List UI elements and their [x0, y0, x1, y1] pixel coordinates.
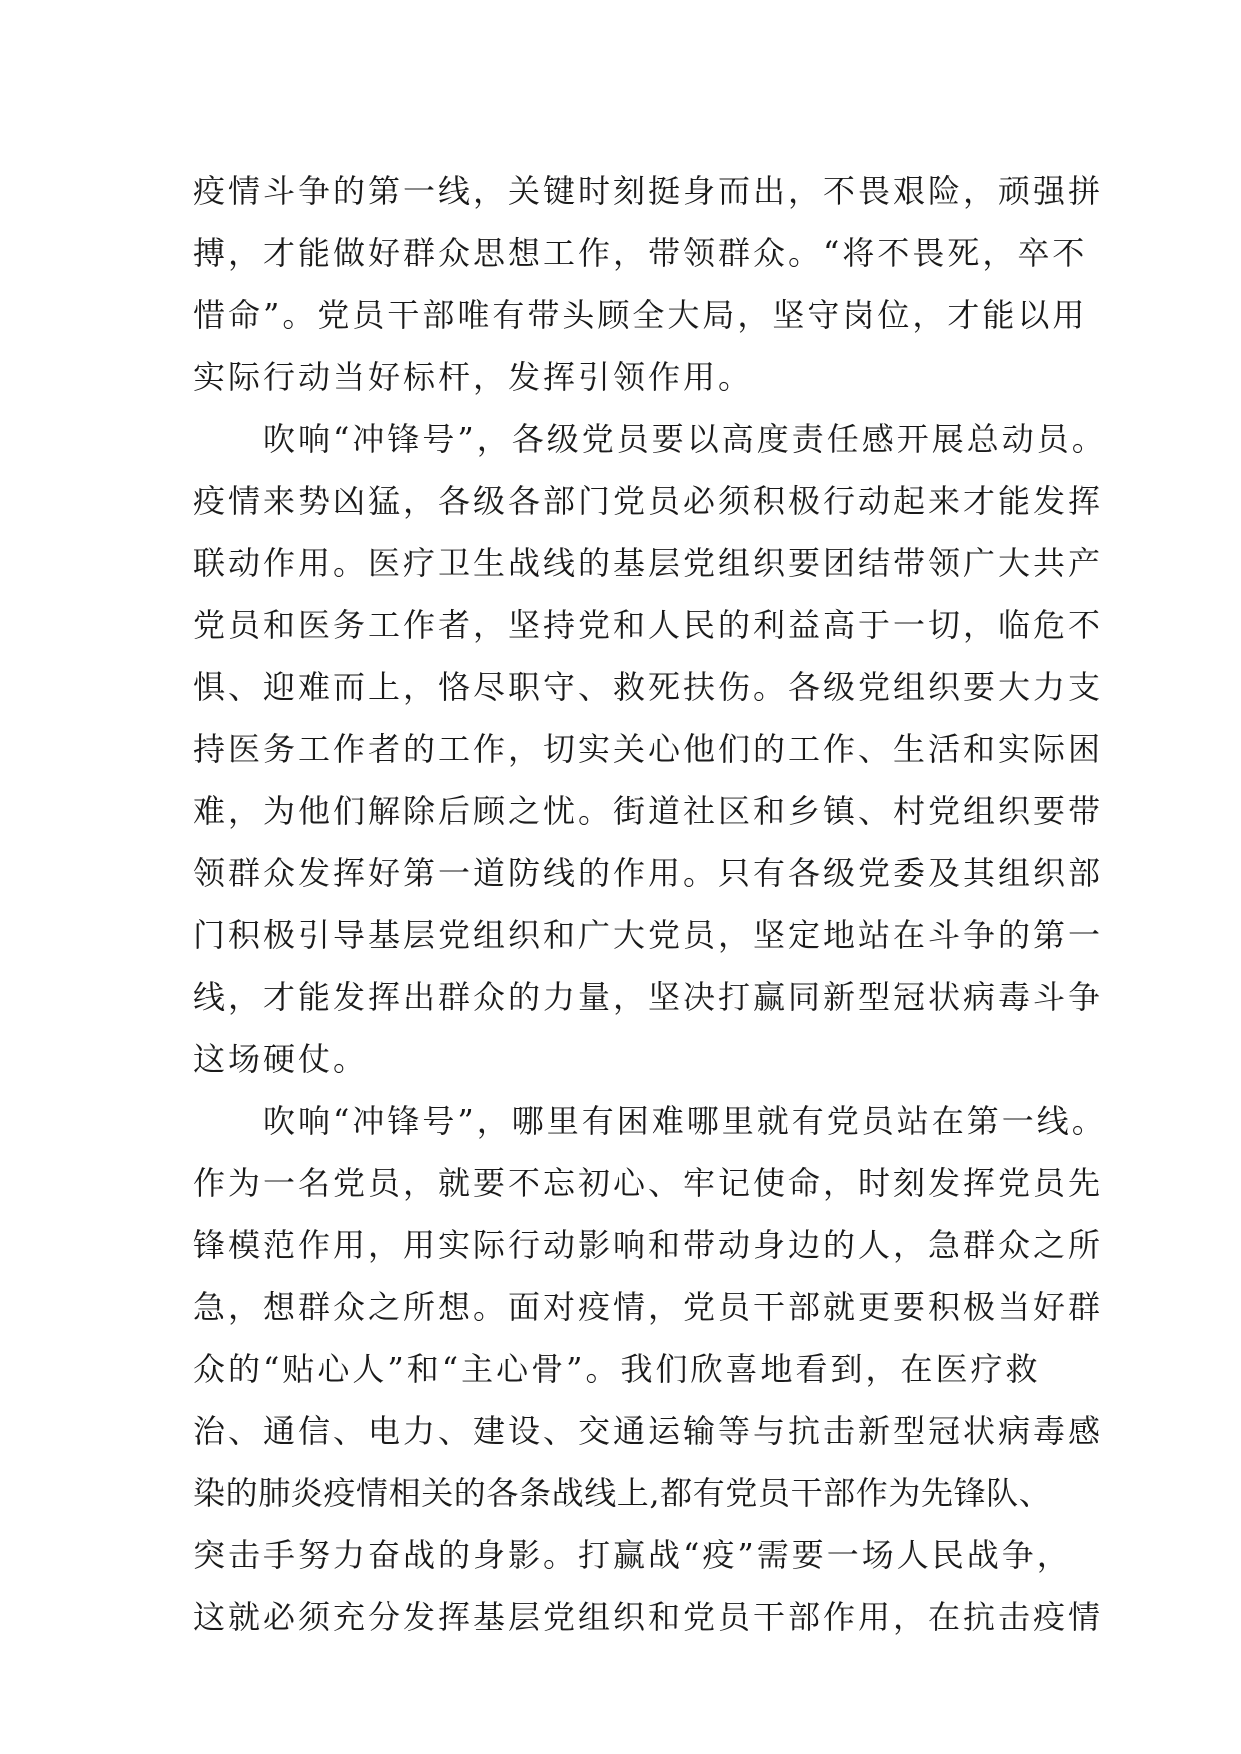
text-line: 领群众发挥好第一道防线的作用。只有各级党委及其组织部	[193, 854, 1104, 892]
paragraph-first-line: 吹响“冲锋号”，各级党员要以高度责任感开展总动员。	[263, 420, 1107, 458]
text-line: 惜命”。党员干部唯有带头顾全大局，坚守岗位，才能以用	[193, 296, 1088, 334]
text-line: 门积极引导基层党组织和广大党员，坚定地站在斗争的第一	[193, 916, 1104, 954]
text-line: 锋模范作用，用实际行动影响和带动身边的人，急群众之所	[193, 1226, 1104, 1264]
text-line: 疫情斗争的第一线，关键时刻挺身而出，不畏艰险，顽强拼	[193, 172, 1104, 210]
text-line: 突击手努力奋战的身影。打赢战“疫”需要一场人民战争，	[193, 1536, 1072, 1574]
text-line: 实际行动当好标杆，发挥引领作用。	[193, 358, 754, 396]
text-line: 党员和医务工作者，坚持党和人民的利益高于一切，临危不	[193, 606, 1104, 644]
text-line: 难，为他们解除后顾之忧。街道社区和乡镇、村党组织要带	[193, 792, 1104, 830]
text-line: 疫情来势凶猛，各级各部门党员必须积极行动起来才能发挥	[193, 482, 1104, 520]
text-line: 治、通信、电力、建设、交通运输等与抗击新型冠状病毒感	[193, 1412, 1104, 1450]
text-line: 惧、迎难而上，恪尽职守、救死扶伤。各级党组织要大力支	[193, 668, 1104, 706]
text-line: 搏，才能做好群众思想工作，带领群众。“将不畏死，卒不	[193, 234, 1088, 272]
text-line: 众的“贴心人”和“主心骨”。我们欣喜地看到，在医疗救	[193, 1350, 1041, 1388]
text-line: 联动作用。医疗卫生战线的基层党组织要团结带领广大共产	[193, 544, 1104, 582]
text-line: 染的肺炎疫情相关的各条战线上,都有党员干部作为先锋队、	[193, 1474, 1052, 1512]
paragraph-first-line: 吹响“冲锋号”，哪里有困难哪里就有党员站在第一线。	[263, 1102, 1107, 1140]
text-line: 这场硬仗。	[193, 1040, 369, 1078]
text-line: 作为一名党员，就要不忘初心、牢记使命，时刻发挥党员先	[193, 1164, 1104, 1202]
text-line: 这就必须充分发挥基层党组织和党员干部作用，在抗击疫情	[193, 1598, 1104, 1636]
text-line: 线，才能发挥出群众的力量，坚决打赢同新型冠状病毒斗争	[193, 978, 1104, 1016]
body-text	[193, 160, 1107, 1648]
text-line: 持医务工作者的工作，切实关心他们的工作、生活和实际困	[193, 730, 1104, 768]
text-line: 急，想群众之所想。面对疫情，党员干部就更要积极当好群	[193, 1288, 1104, 1326]
